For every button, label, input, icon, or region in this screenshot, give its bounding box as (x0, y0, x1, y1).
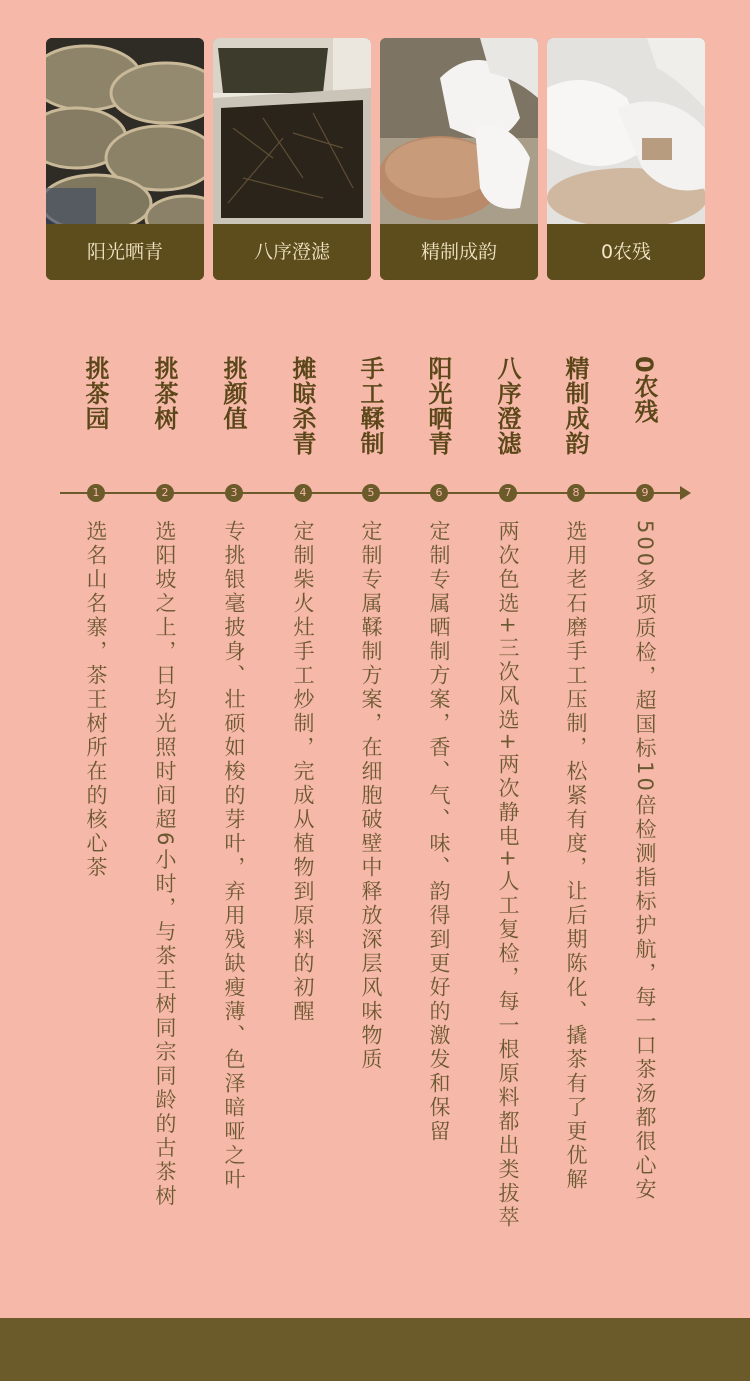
step-desc-8: 选用老石磨手工压制，松紧有度，让后期陈化、撬茶有了更优解 (564, 520, 588, 1192)
step-number: 4 (294, 484, 312, 502)
step-title-6: 阳光晒青 (424, 356, 452, 456)
step-desc-1: 选名山名寨，茶王树所在的核心茶 (84, 520, 108, 880)
step-number: 1 (87, 484, 105, 502)
step-title-2: 挑茶树 (150, 356, 178, 431)
step-number: 6 (430, 484, 448, 502)
step-number: 7 (499, 484, 517, 502)
pressing-photo-icon (380, 38, 538, 224)
sun-drying-photo-icon (46, 38, 204, 224)
step-title-7: 八序澄滤 (493, 356, 521, 456)
step-number: 2 (156, 484, 174, 502)
card-caption: 0农残 (547, 224, 705, 280)
card-caption: 精制成韵 (380, 224, 538, 280)
card-caption: 阳光晒青 (46, 224, 204, 280)
step-desc-9: 500多项质检，超国标10倍检测指标护航，每一口茶汤都很心安 (633, 520, 657, 1202)
process-cards (46, 38, 706, 280)
step-title-5: 手工鞣制 (356, 356, 384, 456)
step-desc-5: 定制专属鞣制方案，在细胞破壁中释放深层风味物质 (359, 520, 383, 1072)
step-desc-4: 定制柴火灶手工炒制，完成从植物到原料的初醒 (291, 520, 315, 1024)
step-title-4: 摊晾杀青 (288, 356, 316, 456)
card-filtering (213, 38, 371, 280)
card-refining (380, 38, 538, 280)
step-number: 8 (567, 484, 585, 502)
card-caption: 八序澄滤 (213, 224, 371, 280)
step-number: 9 (636, 484, 654, 502)
footer-band (0, 1318, 750, 1381)
inspection-photo-icon (547, 38, 705, 224)
step-desc-7: 两次色选+三次风选+两次静电+人工复检，每一根原料都出类拔萃 (496, 520, 520, 1230)
step-desc-6: 定制专属晒制方案，香、气、味、韵得到更好的激发和保留 (427, 520, 451, 1144)
card-sun-drying (46, 38, 204, 280)
step-title-1: 挑茶园 (81, 356, 109, 431)
step-number: 3 (225, 484, 243, 502)
step-title-3: 挑颜值 (219, 356, 247, 431)
step-title-9: 0农残 (630, 356, 658, 424)
tea-leaves-photo-icon (213, 38, 371, 224)
card-zero-pesticide (547, 38, 705, 280)
step-title-8: 精制成韵 (561, 356, 589, 456)
step-number: 5 (362, 484, 380, 502)
step-desc-3: 专挑银毫披身、壮硕如梭的芽叶，弃用残缺瘦薄、色泽暗哑之叶 (222, 520, 246, 1192)
step-desc-2: 选阳坡之上，日均光照时间超6小时，与茶王树同宗同龄的古茶树 (153, 520, 177, 1209)
timeline-arrow-icon (680, 486, 691, 500)
